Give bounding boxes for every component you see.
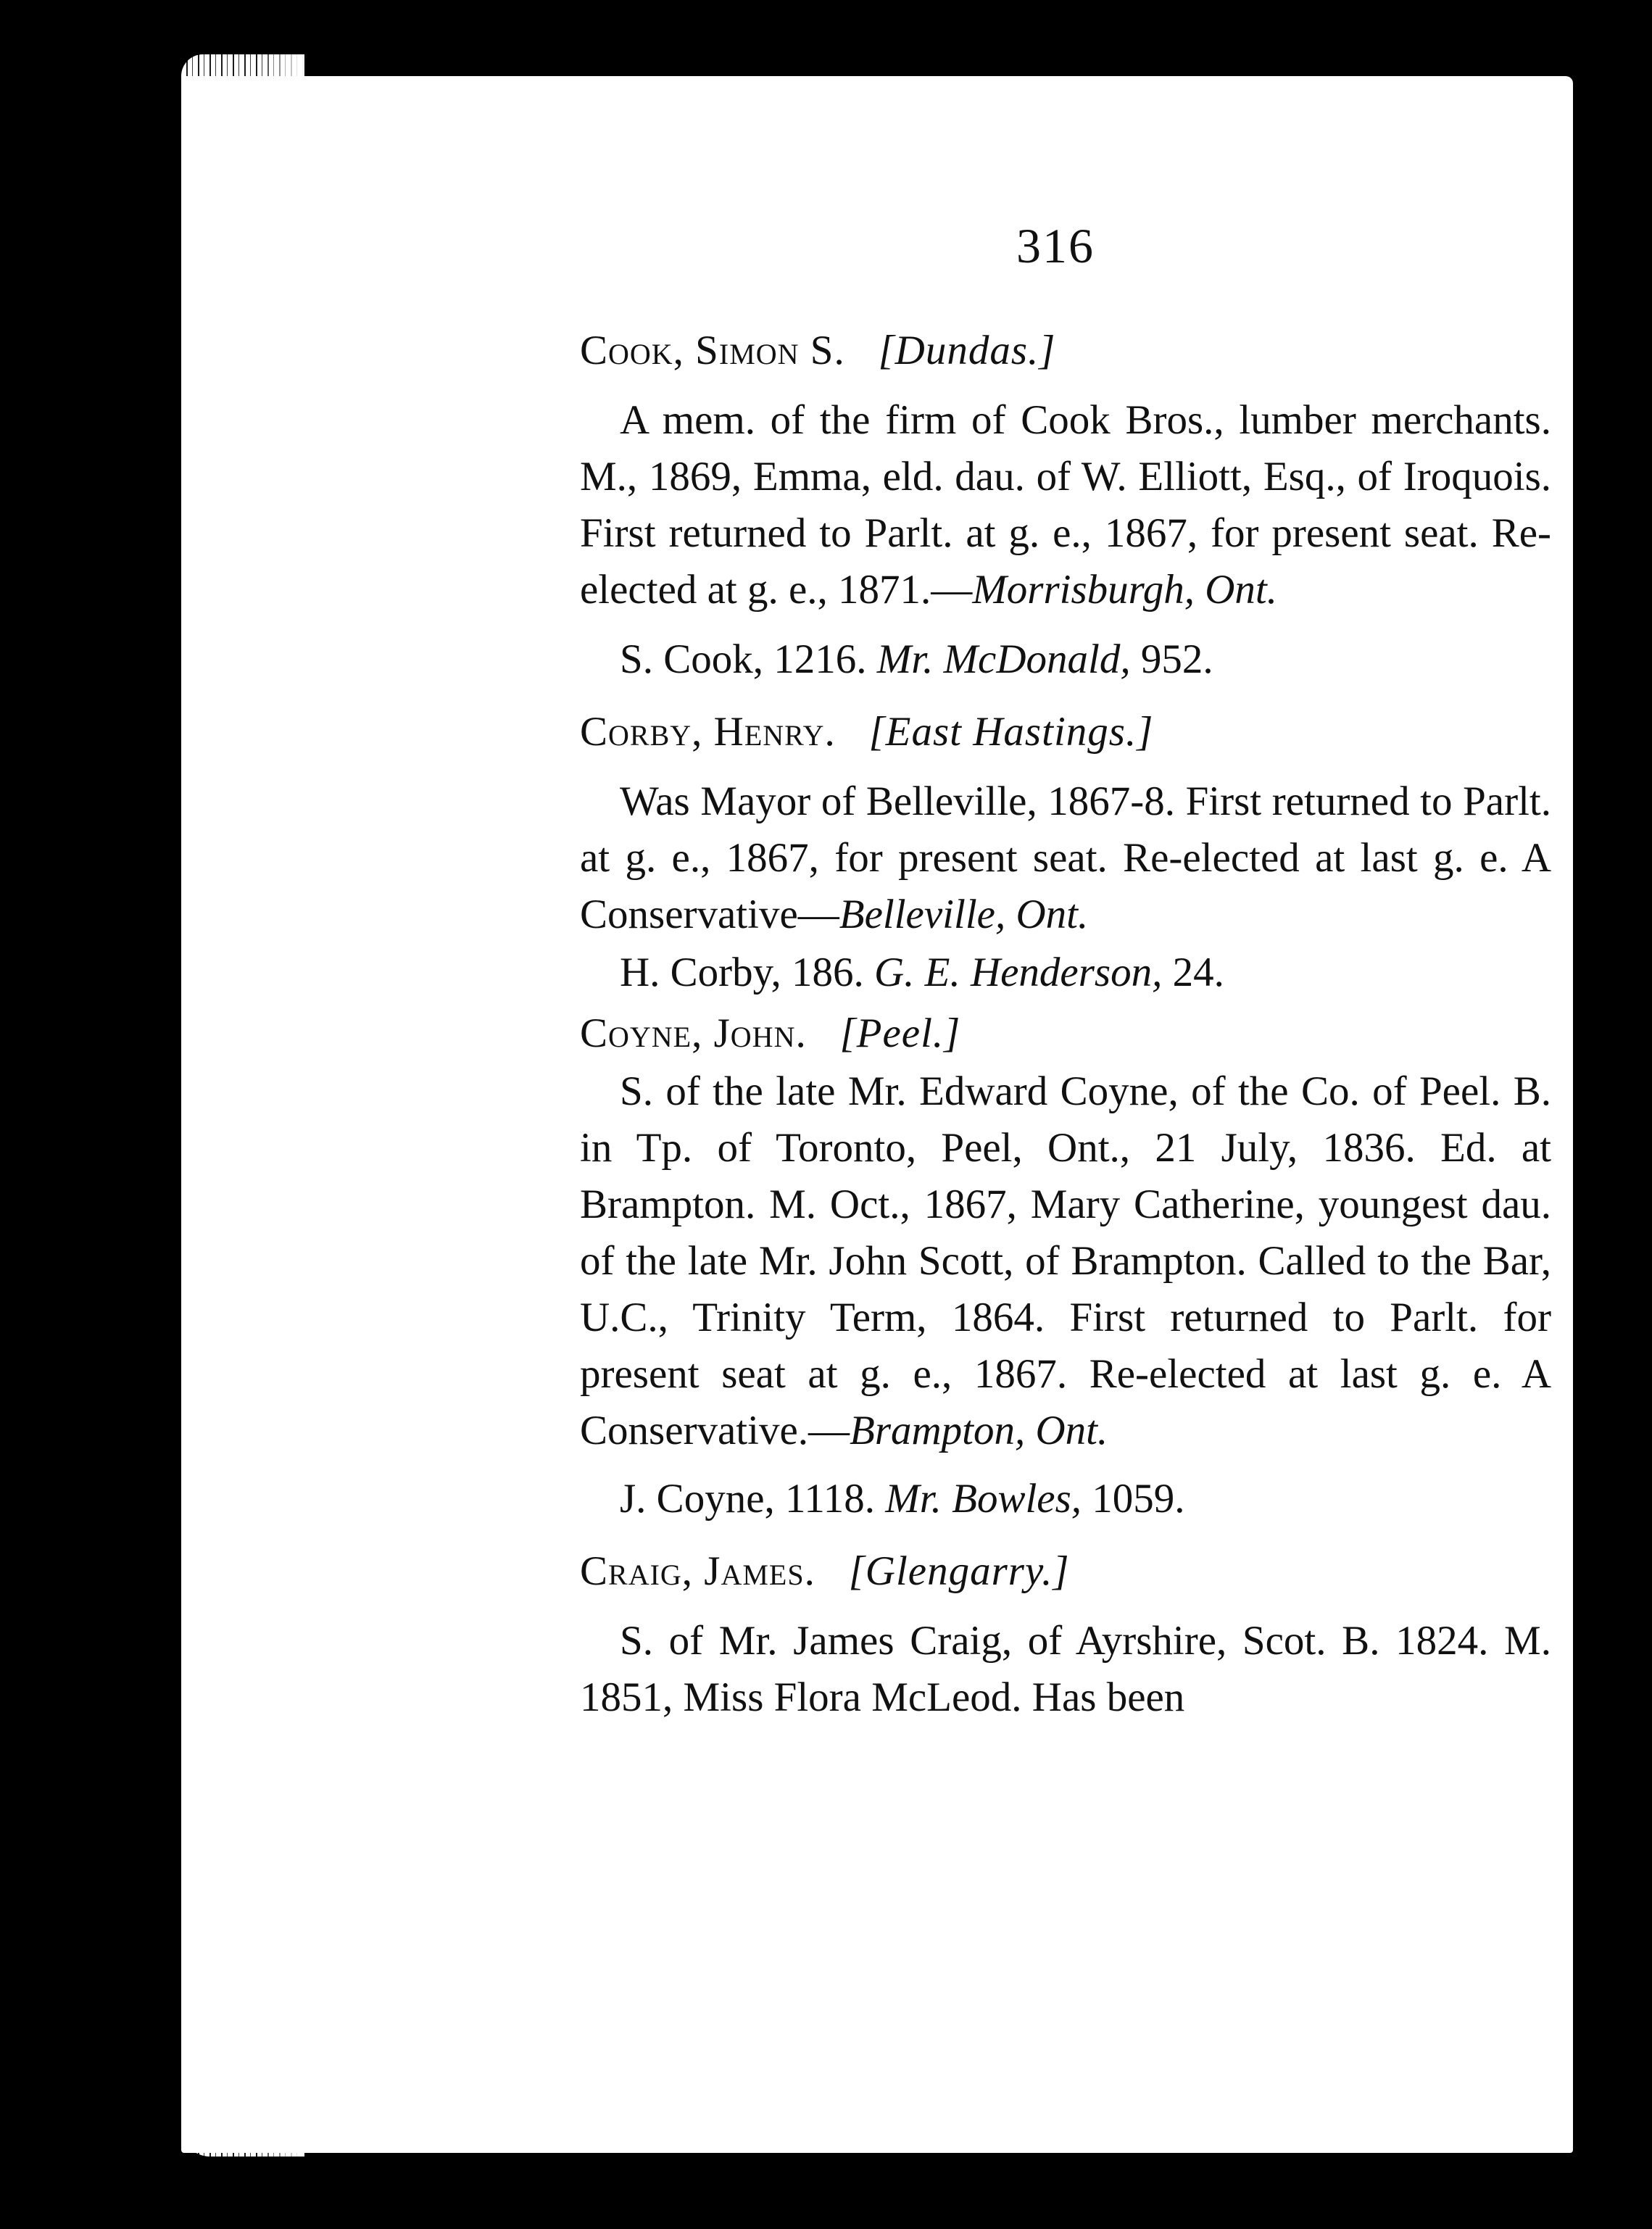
entry-cook xyxy=(580,323,1551,688)
entry-craig xyxy=(580,1543,1551,1726)
entry-body xyxy=(580,1063,1551,1459)
vote-opponent-count: 1059. xyxy=(1092,1476,1185,1522)
entry-body xyxy=(580,773,1551,943)
member-name: Coyne, John. xyxy=(580,1010,807,1056)
entry-coyne xyxy=(580,1005,1551,1527)
entry-text: S. of Mr. James Craig, of Ayrshire, Scot. B. 1824. M. 1851, Miss Flora McLeod. Has been xyxy=(580,1618,1551,1720)
entry-text: S. of the late Mr. Edward Coyne, of the Co. of Peel. B. in Tp. of Toronto, Peel, Ont., 21 July, 1836. Ed. at Brampton. M. Oct., 1867, Mary Catherine, youngest dau. of the late Mr. John Scott, of Brampton. Called to the Bar, U.C., Trinity Term, 1864. First returned to Parlt. for present seat at g. e., 1867. Re-elected at last g. e. A Conservative.— xyxy=(580,1068,1551,1453)
vote-member: H. Corby, 186. xyxy=(620,950,864,995)
vote-opponent: G. E. Henderson, xyxy=(873,950,1163,995)
entry-body xyxy=(580,1613,1551,1726)
constituency: [Dundas.] xyxy=(878,328,1056,373)
vote-line xyxy=(580,631,1551,688)
vote-member: J. Coyne, 1118. xyxy=(620,1476,876,1522)
entry-address: Morrisburgh, Ont. xyxy=(972,567,1277,613)
entry-text: Was Mayor of Belleville, 1867-8. First returned to Parlt. at g. e., 1867, for present seat. Re-elected at last g. e. A Conservative— xyxy=(580,779,1551,937)
member-name: Craig, James. xyxy=(580,1548,815,1594)
vote-opponent-count: 24. xyxy=(1172,950,1224,995)
vote-opponent: Mr. McDonald, xyxy=(876,636,1131,682)
member-name: Cook, Simon S. xyxy=(580,328,845,373)
vote-opponent: Mr. Bowles, xyxy=(885,1476,1082,1522)
entry-address: Belleville, Ont. xyxy=(839,892,1089,937)
member-name: Corby, Henry. xyxy=(580,709,836,755)
entry-address: Brampton, Ont. xyxy=(850,1408,1108,1453)
constituency: [Glengarry.] xyxy=(848,1548,1070,1594)
entry-corby xyxy=(580,704,1551,1001)
entry-heading xyxy=(580,323,1551,379)
vote-opponent-count: 952. xyxy=(1140,636,1213,682)
entry-text: A mem. of the firm of Cook Bros., lumber merchants. M., 1869, Emma, eld. dau. of W. Elliott, Esq., of Iroquois. First returned to Parlt. at g. e., 1867, for present seat. Re-elected at g. e., 1871.— xyxy=(580,397,1551,613)
constituency: [Peel.] xyxy=(839,1010,961,1056)
entry-heading xyxy=(580,1005,1551,1062)
vote-line xyxy=(580,945,1551,1001)
page-content xyxy=(580,207,1551,1726)
constituency: [East Hastings.] xyxy=(868,709,1154,755)
vote-line xyxy=(580,1471,1551,1527)
entry-body xyxy=(580,392,1551,618)
entry-heading xyxy=(580,704,1551,760)
entry-heading xyxy=(580,1543,1551,1600)
page-number: 316 xyxy=(1016,218,1095,273)
vote-member: S. Cook, 1216. xyxy=(620,636,867,682)
